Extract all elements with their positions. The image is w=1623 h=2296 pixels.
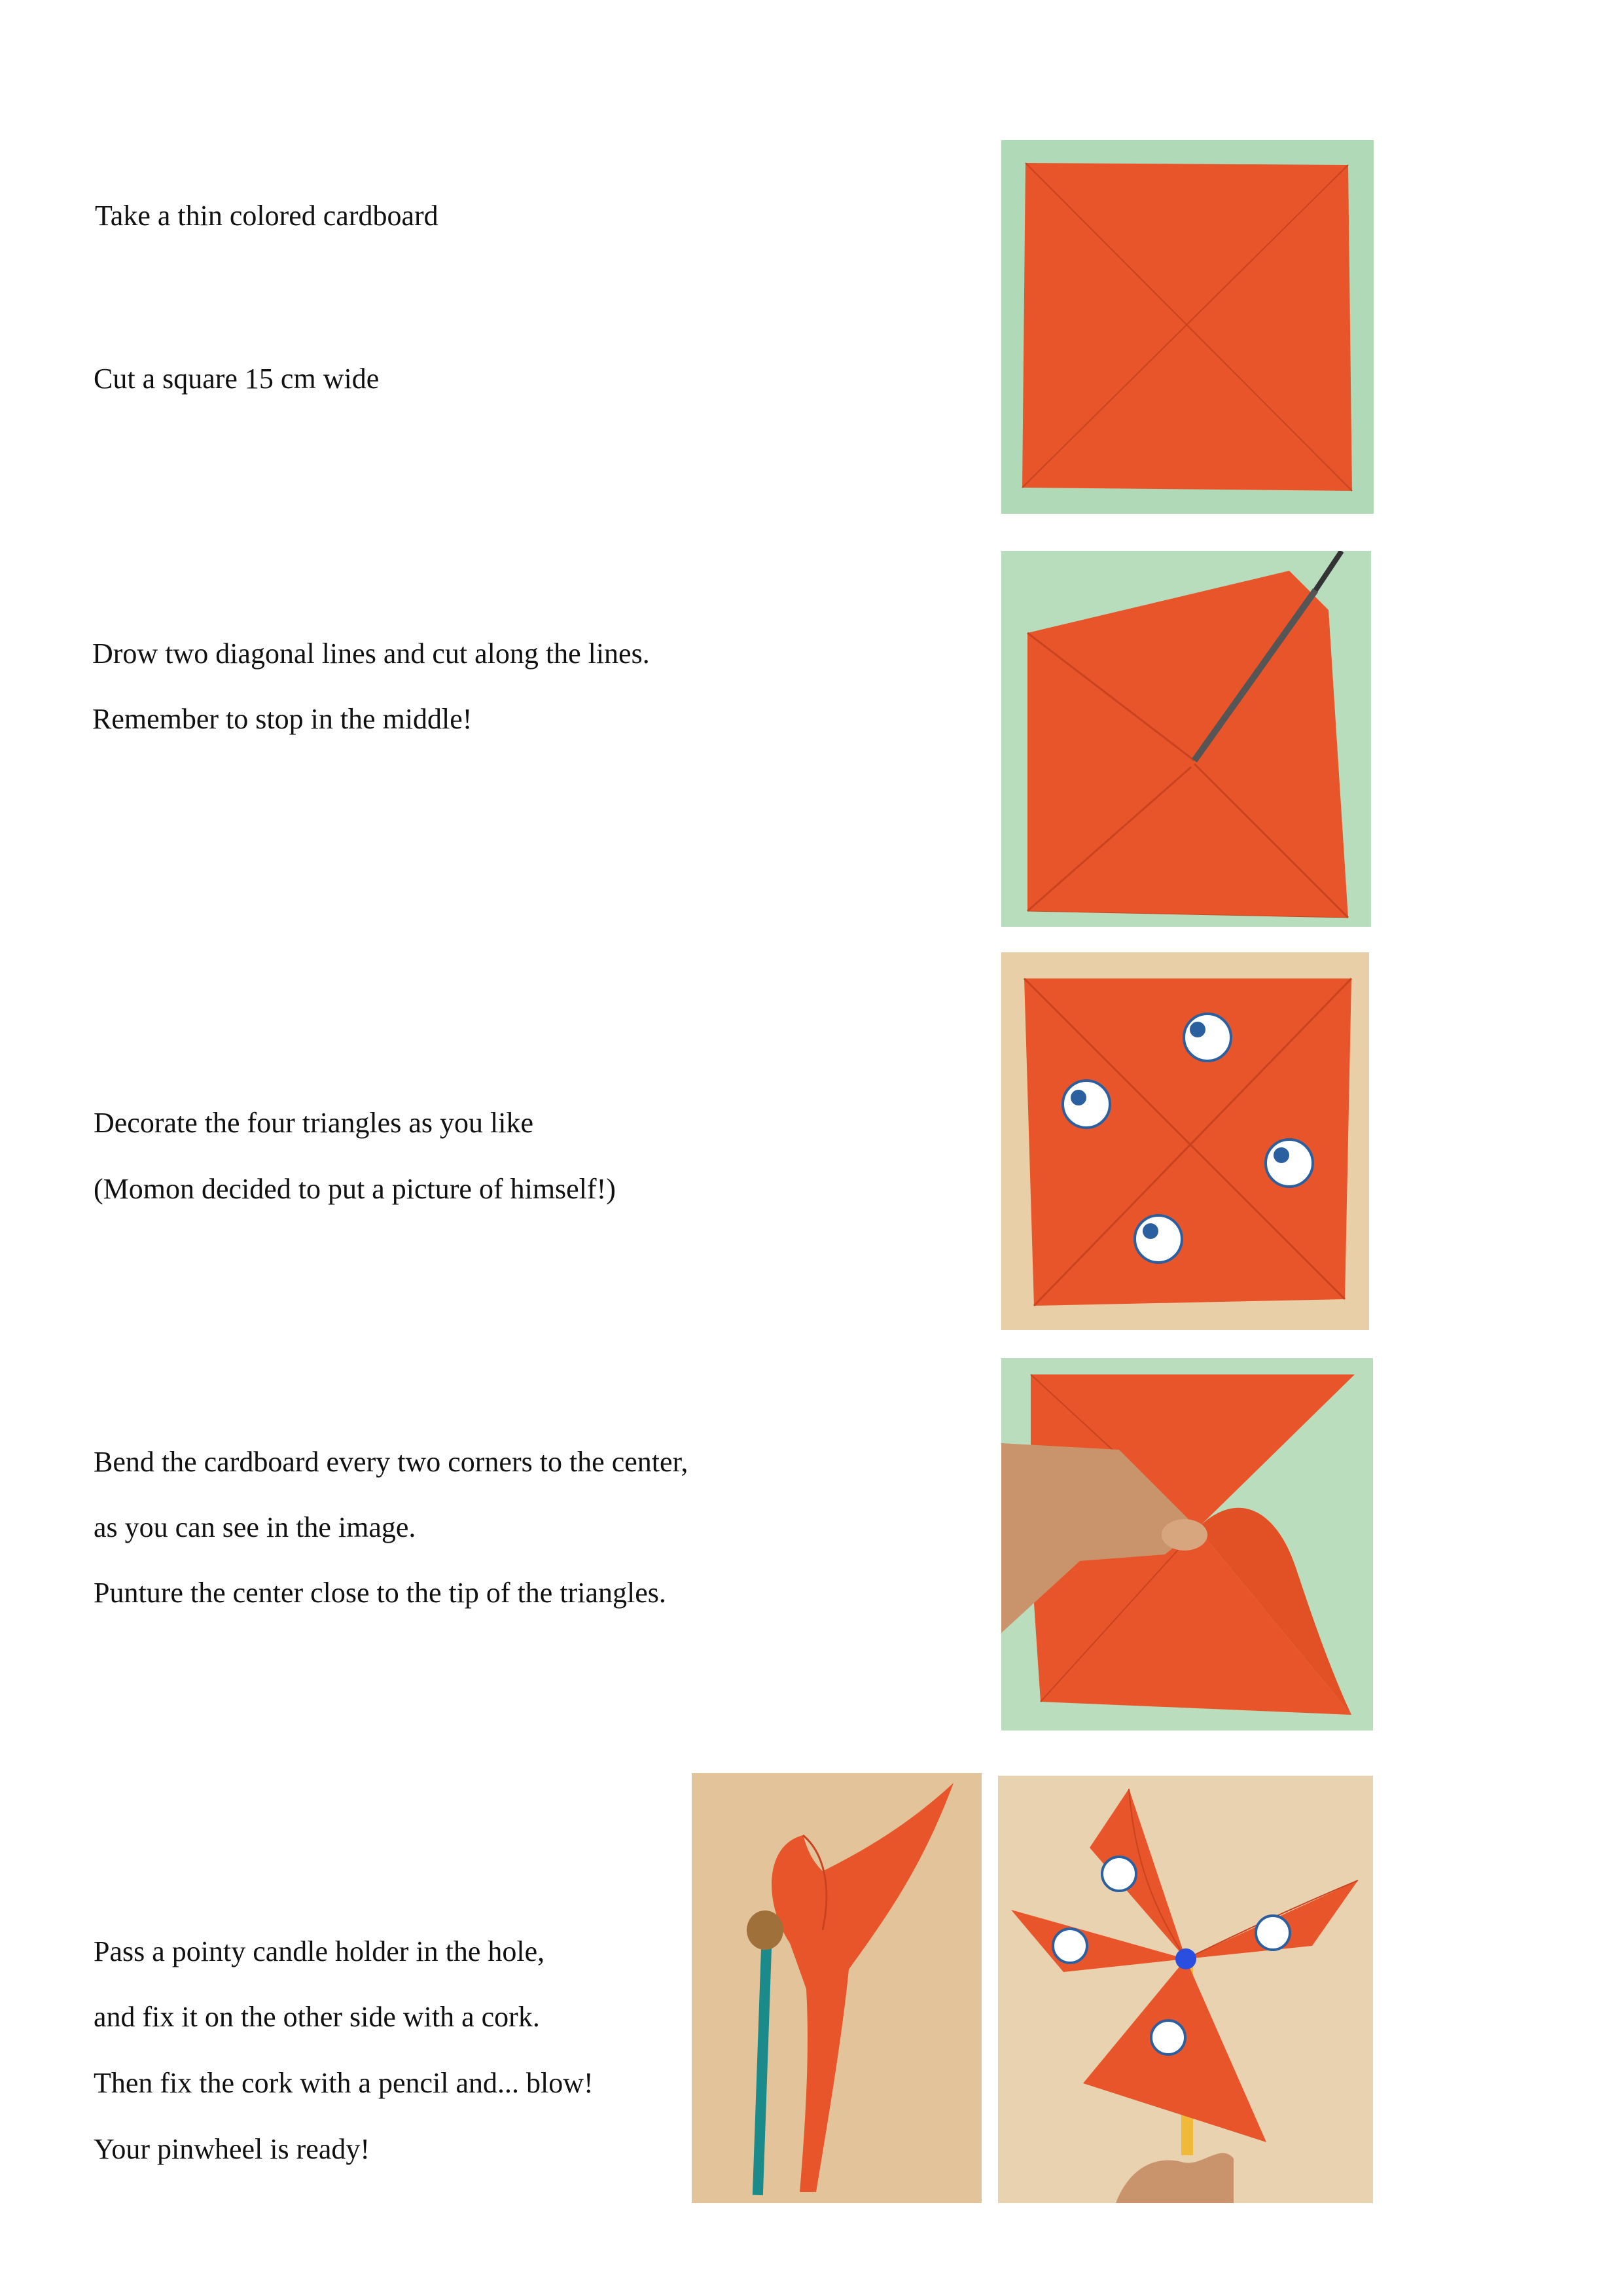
step2-line1: Cut a square 15 cm wide — [94, 363, 380, 395]
photo-decorated-triangles — [1001, 952, 1369, 1330]
step6-line4: Your pinwheel is ready! — [94, 2133, 370, 2165]
step4-line1: Decorate the four triangles as you like — [94, 1107, 533, 1139]
step3-line1: Drow two diagonal lines and cut along the lines. — [92, 637, 650, 670]
step6-line3: Then fix the cork with a pencil and... blow! — [94, 2067, 594, 2099]
step6-line2: and fix it on the other side with a cork. — [94, 2001, 540, 2033]
step5-line2: as you can see in the image. — [94, 1511, 416, 1543]
step1-line1: Take a thin colored cardboard — [95, 200, 438, 232]
step6-line1: Pass a pointy candle holder in the hole, — [94, 1935, 545, 1967]
photo-finished-pinwheel — [998, 1776, 1373, 2203]
step3-line2: Remember to stop in the middle! — [92, 703, 473, 735]
photo-square-cardboard — [1001, 140, 1374, 514]
photo-cutting-diagonals — [1001, 551, 1371, 927]
photo-cork-and-pencil — [692, 1773, 982, 2203]
step4-line2: (Momon decided to put a picture of himself!) — [94, 1173, 616, 1205]
step5-line1: Bend the cardboard every two corners to the center, — [94, 1446, 688, 1478]
photo-bending-corners — [1001, 1358, 1373, 1731]
step5-line3: Punture the center close to the tip of the triangles. — [94, 1577, 666, 1609]
